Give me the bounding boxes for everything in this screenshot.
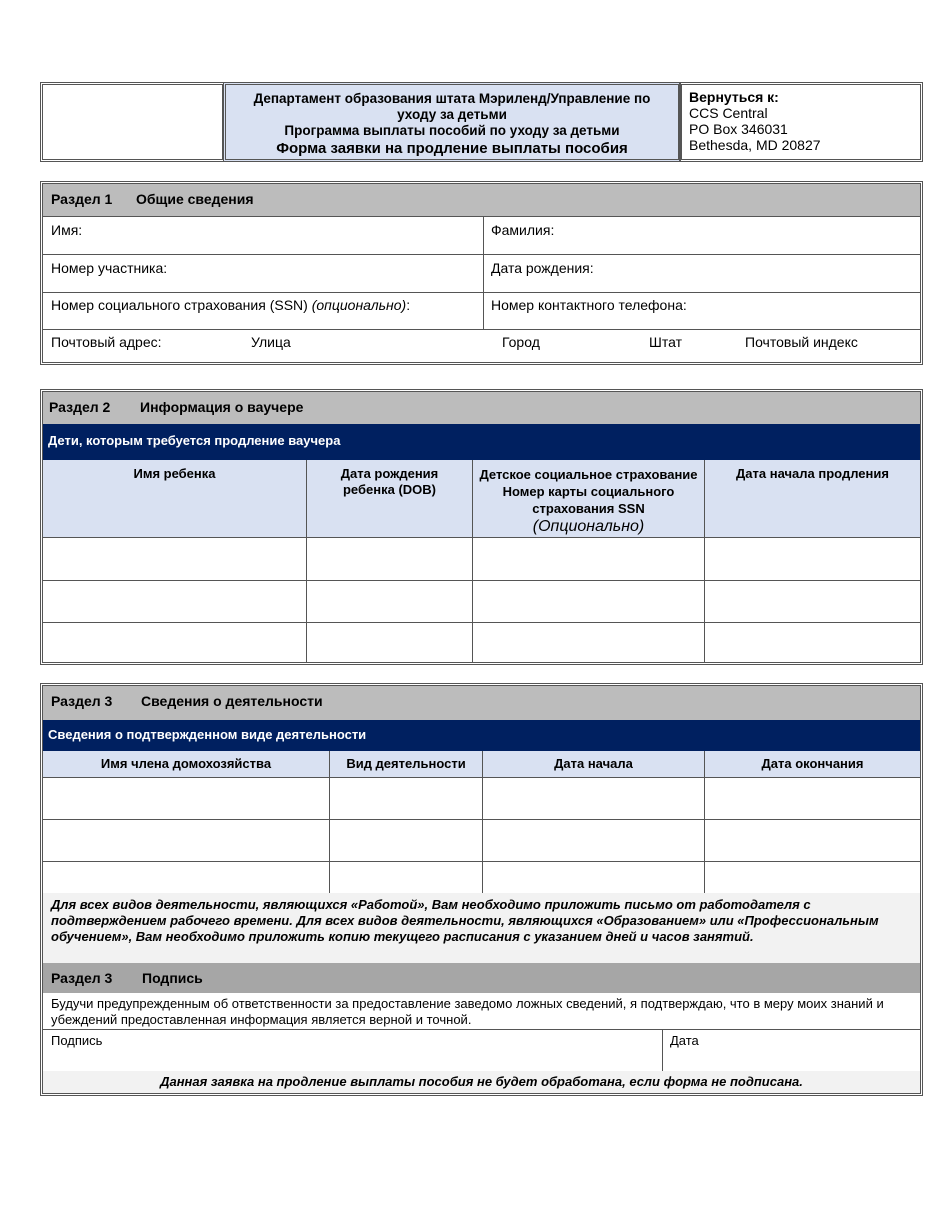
col-dob-label: Дата рождения ребенка (DOB)	[340, 466, 439, 497]
ssn-colon: :	[406, 297, 411, 313]
birth-date-field[interactable]	[483, 254, 920, 292]
birth-date-label: Дата рождения:	[491, 260, 594, 276]
unsigned-warning-text: Данная заявка на продление выплаты пособия не будет обработана, если форма не подписана.	[160, 1074, 803, 1089]
signature-field[interactable]	[43, 1029, 662, 1071]
activity-row	[43, 861, 920, 893]
activity-note	[43, 893, 920, 963]
col-activity-end	[704, 751, 920, 777]
return-line2: PO Box 346031	[689, 121, 788, 137]
mailing-address-label: Почтовый адрес:	[51, 334, 162, 350]
col-child-name	[43, 460, 306, 537]
participant-number-field[interactable]	[43, 254, 483, 292]
child-row	[43, 580, 920, 622]
section1-number: Раздел 1	[51, 191, 113, 207]
phone-label: Номер контактного телефона:	[491, 297, 687, 313]
signature-section-title: Подпись	[142, 970, 203, 986]
child-name-cell[interactable]	[43, 623, 306, 662]
section3-header	[43, 686, 920, 720]
mailing-address-field[interactable]	[43, 329, 920, 362]
col-ssn-label: Детское социальное страхование Номер карты социального страхования SSN	[479, 467, 698, 516]
first-name-field[interactable]	[43, 216, 483, 254]
member-name-cell[interactable]	[43, 820, 329, 861]
return-address-box	[679, 82, 923, 162]
section2-subheader-text: Дети, которым требуется продление ваучера	[48, 433, 341, 448]
return-line3: Bethesda, MD 20827	[689, 137, 821, 153]
activity-start-cell[interactable]	[482, 778, 704, 819]
last-name-label: Фамилия:	[491, 222, 555, 238]
section3-box	[40, 683, 923, 1096]
col-activity-start	[482, 751, 704, 777]
attestation-statement	[43, 993, 920, 1029]
child-name-cell[interactable]	[43, 538, 306, 580]
date-field[interactable]	[662, 1029, 920, 1071]
city-label: Город	[502, 334, 540, 350]
dept-line2: уходу за детьми	[397, 107, 507, 122]
ssn-label: Номер социального страхования (SSN)	[51, 297, 308, 313]
child-row	[43, 622, 920, 662]
date-label: Дата	[670, 1033, 699, 1048]
activity-start-cell[interactable]	[482, 820, 704, 861]
child-start-cell[interactable]	[704, 538, 920, 580]
col-activity-type-label: Вид деятельности	[346, 756, 466, 771]
signature-label: Подпись	[51, 1033, 103, 1048]
first-name-label: Имя:	[51, 222, 83, 238]
activity-type-cell[interactable]	[329, 862, 482, 894]
activity-row	[43, 819, 920, 861]
logo-box	[40, 82, 225, 162]
section3-number: Раздел 3	[51, 693, 113, 709]
member-name-cell[interactable]	[43, 862, 329, 894]
ssn-field[interactable]	[43, 292, 483, 329]
col-dob	[306, 460, 472, 537]
child-dob-cell[interactable]	[306, 581, 472, 622]
col-child-name-label: Имя ребенка	[133, 466, 216, 481]
dept-line1: Департамент образования штата Мэриленд/Управление по	[253, 91, 651, 106]
activity-type-cell[interactable]	[329, 820, 482, 861]
activity-note-text: Для всех видов деятельности, являющихся «Работой», Вам необходимо приложить письмо от работодателя с подтверждением рабочего времени. Для всех видов деятельности, являющихся «Образованием» или «Профессиональным обучением», Вам необходимо приложить копию текущего расписания с указанием дней и часов занятий.	[51, 897, 879, 944]
participant-number-label: Номер участника:	[51, 260, 168, 276]
section2-header	[43, 392, 920, 424]
section1-title: Общие сведения	[136, 191, 254, 207]
unsigned-warning	[43, 1071, 920, 1093]
col-start-date-label: Дата начала продления	[736, 466, 889, 481]
ssn-label-wrap	[51, 297, 410, 313]
col-activity-type	[329, 751, 482, 777]
activity-end-cell[interactable]	[704, 820, 920, 861]
form-title: Форма заявки на продление выплаты пособия	[276, 140, 628, 157]
child-dob-cell[interactable]	[306, 623, 472, 662]
last-name-field[interactable]	[483, 216, 920, 254]
child-ssn-cell[interactable]	[472, 581, 704, 622]
child-name-cell[interactable]	[43, 581, 306, 622]
activity-end-cell[interactable]	[704, 862, 920, 894]
child-start-cell[interactable]	[704, 623, 920, 662]
col-activity-end-label: Дата окончания	[761, 756, 864, 771]
phone-field[interactable]	[483, 292, 920, 329]
attestation-text: Будучи предупрежденным об ответственности за предоставление заведомо ложных сведений, я подтверждаю, что в меру моих знаний и убеждений предоставленная информация является верной и точной.	[51, 996, 884, 1027]
child-dob-cell[interactable]	[306, 538, 472, 580]
section3-title: Сведения о деятельности	[141, 693, 323, 709]
signature-header	[43, 963, 920, 993]
member-name-cell[interactable]	[43, 778, 329, 819]
child-start-cell[interactable]	[704, 581, 920, 622]
ssn-optional: (опционально)	[311, 297, 407, 313]
col-start-date	[704, 460, 920, 537]
section2-box	[40, 389, 923, 665]
col-activity-start-label: Дата начала	[554, 756, 633, 771]
activity-type-cell[interactable]	[329, 778, 482, 819]
col-ssn	[472, 460, 704, 537]
return-label: Вернуться к:	[689, 89, 779, 105]
col-household-member	[43, 751, 329, 777]
zip-label: Почтовый индекс	[745, 334, 858, 350]
col-ssn-optional: (Опционально)	[532, 518, 645, 535]
return-line1: CCS Central	[689, 105, 768, 121]
signature-section-number: Раздел 3	[51, 970, 113, 986]
child-ssn-cell[interactable]	[472, 538, 704, 580]
col-household-member-label: Имя члена домохозяйства	[100, 756, 272, 771]
state-label: Штат	[649, 334, 682, 350]
section3-subheader	[43, 720, 920, 751]
child-row	[43, 537, 920, 580]
header-title-box	[223, 82, 681, 162]
program-name: Программа выплаты пособий по уходу за детьми	[284, 123, 620, 138]
street-label: Улица	[251, 334, 291, 350]
section2-subheader	[43, 424, 920, 460]
section1-header	[43, 184, 920, 216]
section1-box	[40, 181, 923, 365]
activity-end-cell[interactable]	[704, 778, 920, 819]
activity-row	[43, 777, 920, 819]
child-ssn-cell[interactable]	[472, 623, 704, 662]
section2-number: Раздел 2	[49, 399, 111, 415]
section2-title: Информация о ваучере	[140, 399, 304, 415]
section3-subheader-text: Сведения о подтвержденном виде деятельности	[48, 727, 367, 742]
activity-start-cell[interactable]	[482, 862, 704, 894]
